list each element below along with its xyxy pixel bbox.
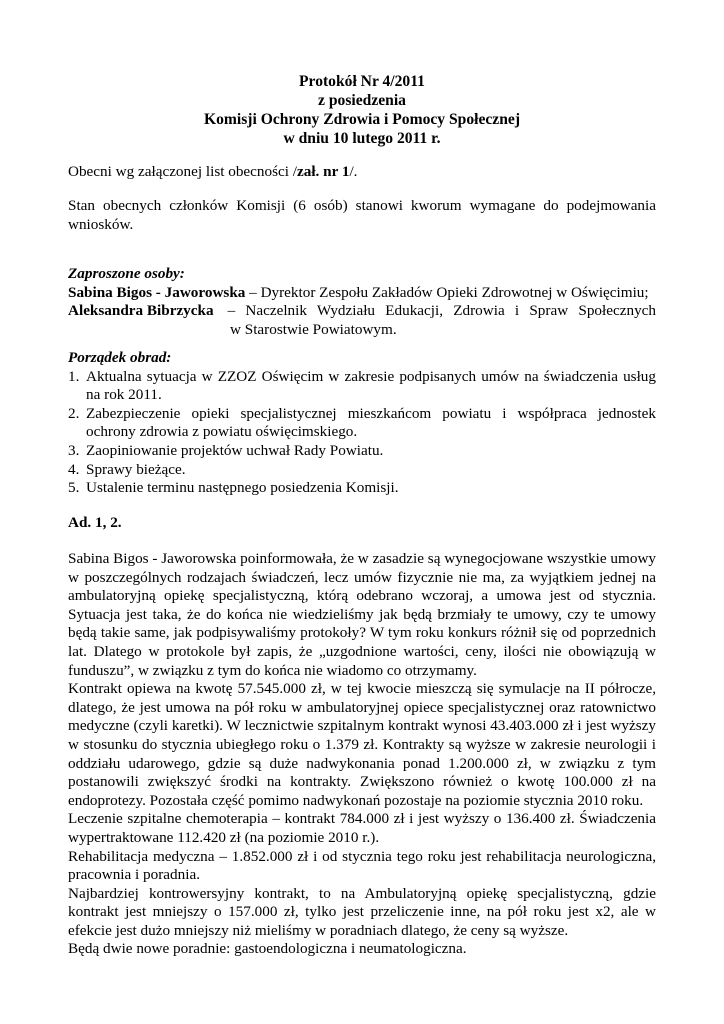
section-heading: Ad. 1, 2. [68, 514, 122, 531]
invited-guests [68, 265, 656, 339]
agenda-heading: Porządek obrad: [68, 349, 172, 366]
body-paragraph: Będą dwie nowe poradnie: gastoendologiczna i neumatologiczna. [68, 940, 467, 958]
agenda [68, 349, 656, 498]
agenda-list [68, 368, 656, 498]
document-title [68, 72, 656, 148]
agenda-item: 4. Sprawy bieżące. [68, 460, 186, 478]
guest-2: Aleksandra Bibrzycka – Naczelnik Wydziału Edukacji, Zdrowia i Spraw Społecznych [68, 302, 656, 320]
title-line-4: w dniu 10 lutego 2011 r. [283, 130, 441, 147]
title-line-2: z posiedzenia [318, 92, 406, 109]
section-body [68, 550, 656, 959]
title-line-3: Komisji Ochrony Zdrowia i Pomocy Społecznej [203, 111, 521, 128]
body-paragraph: Leczenie szpitalne chemoterapia – kontrakt 784.000 zł i jest wyższy o 136.400 zł. Świadczenia wypertraktowane 112.420 zł (na poziomie 2010 r.). [68, 810, 656, 846]
quorum-paragraph: Stan obecnych członków Komisji (6 osób) stanowi kworum wymagane do podejmowania wniosków. [68, 197, 656, 233]
title-line-1: Protokół Nr 4/2011 [299, 73, 425, 90]
agenda-item: 2. Zabezpieczenie opieki specjalistycznej mieszkańcom powiatu i współpraca jednostek ochrony zdrowia z powiatu oświęcimskiego. [68, 404, 656, 441]
guest-2-role-cont: w Starostwie Powiatowym. [230, 320, 397, 338]
guest-1: Sabina Bigos - Jaworowska – Dyrektor Zespołu Zakładów Opieki Zdrowotnej w Oświęcimiu; [68, 283, 649, 301]
body-paragraph: Sabina Bigos - Jaworowska poinformowała, że w zasadzie są wynegocjowane wszystkie umowy w poszczególnych rodzajach świadczeń, lecz umów fizycznie nie ma, za wyjątkiem jednej na ambulatoryjną opiekę specjalistyczną, którą odebrano wczoraj, a umowa jest od stycznia. Sytuacja jest taka, że do końca nie wiedzieliśmy jak będą brzmiały te umowy, czy te umowy będą takie same, jak podpisywaliśmy protokoły? W tym roku konkurs różnił się od poprzednich lat. Dlatego w protokole był zapis, że „uzgodnione wartości, ceny, ilości nie obowiązują w funduszu”, w związku z tym do końca nie wiadomo co otrzymamy. [68, 550, 656, 679]
agenda-item: 5. Ustalenie terminu następnego posiedzenia Komisji. [68, 479, 399, 497]
body-paragraph: Rehabilitacja medyczna – 1.852.000 zł i od stycznia tego roku jest rehabilitacja neurologiczna, pracownia i poradnia. [68, 847, 656, 884]
agenda-item: 3. Zaopiniowanie projektów uchwał Rady Powiatu. [68, 441, 384, 459]
agenda-item: 1. Aktualna sytuacja w ZZOZ Oświęcim w zakresie podpisanych umów na świadczenia usług na rok 2011. [68, 367, 656, 404]
body-paragraph: Kontrakt opiewa na kwotę 57.545.000 zł, w tej kwocie mieszczą się symulacje na II półrocze, dlatego, że jest umowa na pół roku w ambulatoryjnej opiece specjalistycznej oraz ratownictwo medyczne (czyli karetki). W lecznictwie szpitalnym kontrakt wynosi 43.403.000 zł i jest wyższy w stosunku do stycznia ubiegłego roku o 1.379 zł. Kontrakty są wyższe w zakresie neurologii i oddziału udarowego, gdzie są duże nadwykonania ponad 1.200.000 zł, w związku z tym postanowili zwiększyć środki na kontrakty. Zwiększono również o kwotę 100.000 zł na endoprotezy. Pozostała część pomimo nadwykonań pozostaje na poziomie stycznia 2010 roku. [68, 680, 656, 809]
body-paragraph: Najbardziej kontrowersyjny kontrakt, to na Ambulatoryjną opiekę specjalistyczną, gdzie kontrakt jest mniejszy o 157.000 zł, tylko jest przeliczenie inne, na pół roku jest x2, ale w efekcie jest dużo mniejszy niż mieliśmy w poradniach dlatego, że ceny są wyższe. [68, 884, 656, 939]
invited-heading: Zaproszone osoby: [68, 265, 185, 282]
attendance-line: Obecni wg załączonej list obecności /zał. nr 1/. [68, 163, 358, 180]
